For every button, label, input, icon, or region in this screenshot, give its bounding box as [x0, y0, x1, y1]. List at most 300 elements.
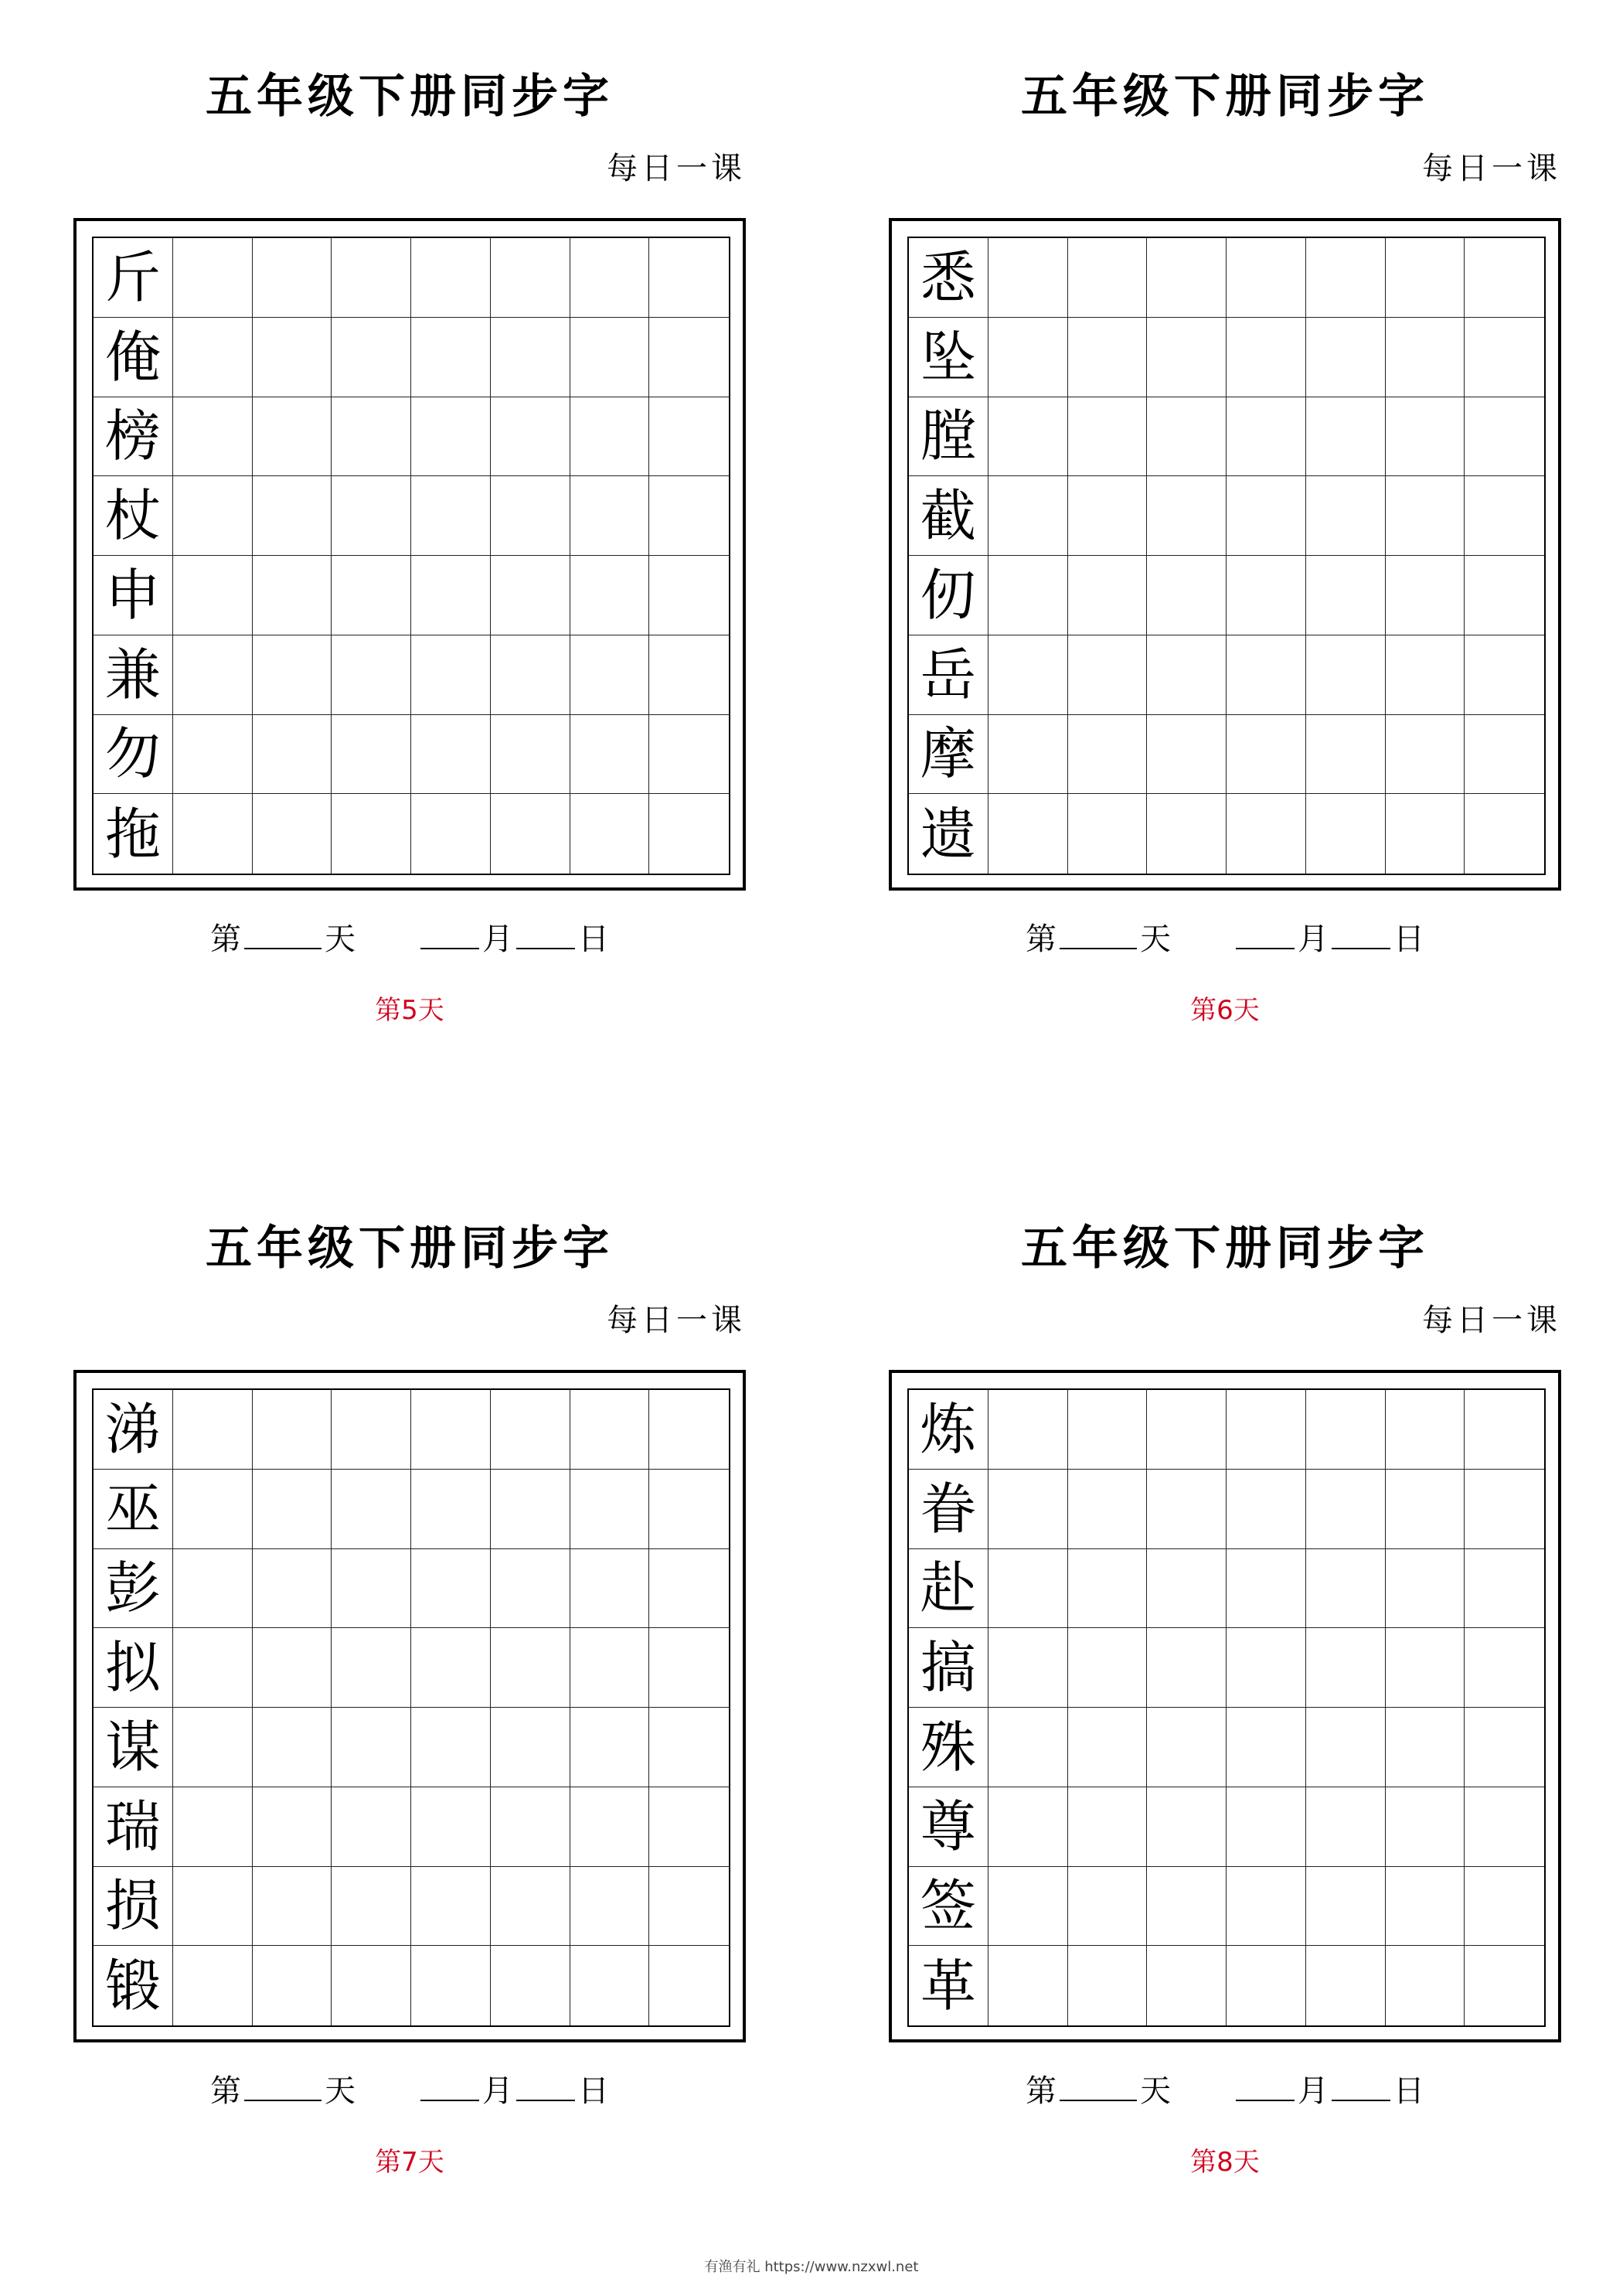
writing-cell[interactable]: [1465, 397, 1544, 477]
date-date-unit: 日: [1393, 921, 1424, 957]
date-blank[interactable]: [1332, 918, 1390, 949]
writing-cell[interactable]: [332, 1867, 411, 1947]
writing-cell[interactable]: [1306, 1390, 1386, 1470]
month-blank[interactable]: [420, 918, 479, 949]
writing-cell[interactable]: [411, 476, 491, 556]
writing-cell[interactable]: [570, 1708, 650, 1787]
date-month-unit: 月: [482, 921, 513, 957]
writing-cell[interactable]: [570, 476, 650, 556]
model-character: 坠: [909, 318, 988, 397]
writing-cell[interactable]: [1386, 318, 1465, 397]
date-day-unit: 天: [325, 921, 356, 957]
model-character: 悉: [909, 238, 988, 318]
model-character: 俺: [94, 318, 173, 397]
writing-cell[interactable]: [332, 556, 411, 635]
writing-cell[interactable]: [649, 397, 729, 477]
writing-cell[interactable]: [1465, 318, 1544, 397]
writing-cell[interactable]: [988, 1946, 1068, 2025]
writing-cell[interactable]: [1068, 715, 1148, 795]
writing-cell[interactable]: [570, 715, 650, 795]
date-line: [889, 2068, 1561, 2114]
writing-cell[interactable]: [173, 1628, 253, 1708]
writing-cell[interactable]: [1386, 1787, 1465, 1867]
writing-cell[interactable]: [649, 1470, 729, 1549]
writing-cell[interactable]: [1306, 1628, 1386, 1708]
writing-cell[interactable]: [1147, 1867, 1227, 1947]
writing-cell[interactable]: [570, 1867, 650, 1947]
writing-cell[interactable]: [173, 476, 253, 556]
writing-cell[interactable]: [649, 715, 729, 795]
model-character: 瑞: [94, 1787, 173, 1867]
writing-cell[interactable]: [253, 238, 332, 318]
date-day-unit: 天: [325, 2073, 356, 2109]
writing-cell[interactable]: [1068, 635, 1148, 715]
writing-cell[interactable]: [411, 1628, 491, 1708]
practice-sheet: [889, 1370, 1561, 2042]
day-blank[interactable]: [244, 2070, 322, 2101]
writing-cell[interactable]: [1465, 715, 1544, 795]
writing-cell[interactable]: [1068, 1549, 1148, 1629]
day-label: 第6天: [1190, 995, 1260, 1026]
writing-cell[interactable]: [1306, 1470, 1386, 1549]
writing-cell[interactable]: [1386, 635, 1465, 715]
writing-cell[interactable]: [1386, 715, 1465, 795]
writing-cell[interactable]: [253, 1867, 332, 1947]
writing-cell[interactable]: [253, 556, 332, 635]
writing-cell[interactable]: [173, 635, 253, 715]
model-character: 摩: [909, 715, 988, 795]
practice-sheet: [889, 218, 1561, 891]
writing-cell[interactable]: [570, 318, 650, 397]
writing-cell[interactable]: [253, 1946, 332, 2025]
date-prefix: 第: [1026, 921, 1056, 957]
writing-cell[interactable]: [1386, 556, 1465, 635]
writing-cell[interactable]: [1386, 476, 1465, 556]
date-line: [73, 2068, 746, 2114]
writing-cell[interactable]: [411, 1470, 491, 1549]
writing-cell[interactable]: [988, 1787, 1068, 1867]
footer-watermark: 有渔有礼 https://www.nzxwl.net: [704, 2259, 919, 2275]
writing-cell[interactable]: [570, 635, 650, 715]
model-character: 革: [909, 1946, 988, 2025]
writing-cell[interactable]: [1227, 318, 1306, 397]
day-label: 第5天: [375, 995, 444, 1026]
writing-cell[interactable]: [332, 794, 411, 874]
writing-cell[interactable]: [491, 1787, 570, 1867]
date-month-unit: 月: [1298, 2073, 1329, 2109]
writing-cell[interactable]: [332, 635, 411, 715]
writing-cell[interactable]: [1227, 556, 1306, 635]
writing-cell[interactable]: [1306, 556, 1386, 635]
writing-cell[interactable]: [988, 476, 1068, 556]
writing-cell[interactable]: [1465, 635, 1544, 715]
writing-cell[interactable]: [253, 397, 332, 477]
writing-cell[interactable]: [1147, 1946, 1227, 2025]
writing-cell[interactable]: [1068, 1470, 1148, 1549]
model-character: 殊: [909, 1708, 988, 1787]
writing-cell[interactable]: [173, 1787, 253, 1867]
writing-cell[interactable]: [173, 1946, 253, 2025]
writing-cell[interactable]: [1147, 1390, 1227, 1470]
writing-cell[interactable]: [649, 1549, 729, 1629]
writing-cell[interactable]: [491, 238, 570, 318]
writing-cell[interactable]: [1068, 556, 1148, 635]
writing-cell[interactable]: [253, 1470, 332, 1549]
character-grid: [92, 237, 730, 875]
model-character: 拟: [94, 1628, 173, 1708]
writing-cell[interactable]: [491, 397, 570, 477]
writing-cell[interactable]: [570, 1628, 650, 1708]
writing-cell[interactable]: [570, 1787, 650, 1867]
writing-cell[interactable]: [332, 1787, 411, 1867]
writing-cell[interactable]: [988, 1708, 1068, 1787]
writing-cell[interactable]: [1227, 1867, 1306, 1947]
writing-cell[interactable]: [491, 1946, 570, 2025]
writing-cell[interactable]: [411, 1946, 491, 2025]
model-character: 赴: [909, 1549, 988, 1629]
writing-cell[interactable]: [988, 794, 1068, 874]
writing-cell[interactable]: [649, 1708, 729, 1787]
writing-cell[interactable]: [332, 1549, 411, 1629]
writing-cell[interactable]: [1068, 397, 1148, 477]
writing-cell[interactable]: [988, 1867, 1068, 1947]
writing-cell[interactable]: [1068, 1946, 1148, 2025]
worksheet-subtitle: 每日一课: [607, 1303, 746, 1338]
writing-cell[interactable]: [649, 1628, 729, 1708]
writing-cell[interactable]: [988, 1628, 1068, 1708]
writing-cell[interactable]: [649, 318, 729, 397]
writing-cell[interactable]: [173, 556, 253, 635]
writing-cell[interactable]: [1465, 794, 1544, 874]
writing-cell[interactable]: [988, 318, 1068, 397]
writing-cell[interactable]: [411, 1708, 491, 1787]
writing-cell[interactable]: [1147, 1549, 1227, 1629]
date-prefix: 第: [210, 2073, 241, 2109]
day-blank[interactable]: [1060, 2070, 1137, 2101]
writing-cell[interactable]: [1306, 238, 1386, 318]
writing-cell[interactable]: [173, 1708, 253, 1787]
model-character: 搞: [909, 1628, 988, 1708]
writing-cell[interactable]: [491, 1628, 570, 1708]
writing-cell[interactable]: [1465, 1628, 1544, 1708]
writing-cell[interactable]: [1227, 1390, 1306, 1470]
writing-cell[interactable]: [332, 1946, 411, 2025]
writing-cell[interactable]: [173, 715, 253, 795]
writing-cell[interactable]: [491, 635, 570, 715]
writing-cell[interactable]: [253, 1390, 332, 1470]
writing-cell[interactable]: [1147, 1470, 1227, 1549]
writing-cell[interactable]: [1386, 1867, 1465, 1947]
writing-cell[interactable]: [332, 1708, 411, 1787]
writing-cell[interactable]: [1147, 238, 1227, 318]
writing-cell[interactable]: [491, 1708, 570, 1787]
writing-cell[interactable]: [1147, 397, 1227, 477]
date-blank[interactable]: [516, 2070, 575, 2101]
writing-cell[interactable]: [173, 1867, 253, 1947]
writing-cell[interactable]: [332, 476, 411, 556]
writing-cell[interactable]: [1147, 556, 1227, 635]
writing-cell[interactable]: [1465, 556, 1544, 635]
writing-cell[interactable]: [649, 794, 729, 874]
writing-cell[interactable]: [649, 238, 729, 318]
writing-cell[interactable]: [253, 1628, 332, 1708]
writing-cell[interactable]: [1465, 1946, 1544, 2025]
writing-cell[interactable]: [1465, 1708, 1544, 1787]
writing-cell[interactable]: [1227, 1628, 1306, 1708]
worksheet-subtitle: 每日一课: [1422, 151, 1561, 186]
date-prefix: 第: [1026, 2073, 1056, 2109]
writing-cell[interactable]: [988, 556, 1068, 635]
writing-cell[interactable]: [1306, 397, 1386, 477]
model-character: 彭: [94, 1549, 173, 1629]
writing-cell[interactable]: [649, 1867, 729, 1947]
writing-cell[interactable]: [570, 556, 650, 635]
writing-cell[interactable]: [173, 1390, 253, 1470]
worksheet-panel: [889, 0, 1561, 1026]
writing-cell[interactable]: [253, 794, 332, 874]
date-blank[interactable]: [516, 918, 575, 949]
writing-cell[interactable]: [1386, 1946, 1465, 2025]
writing-cell[interactable]: [491, 318, 570, 397]
writing-cell[interactable]: [570, 794, 650, 874]
writing-cell[interactable]: [570, 1549, 650, 1629]
writing-cell[interactable]: [1227, 715, 1306, 795]
writing-cell[interactable]: [332, 715, 411, 795]
writing-cell[interactable]: [1227, 1708, 1306, 1787]
writing-cell[interactable]: [173, 1470, 253, 1549]
model-character: 损: [94, 1867, 173, 1947]
writing-cell[interactable]: [1227, 1470, 1306, 1549]
writing-cell[interactable]: [1306, 1867, 1386, 1947]
writing-cell[interactable]: [649, 556, 729, 635]
writing-cell[interactable]: [1068, 238, 1148, 318]
writing-cell[interactable]: [1386, 397, 1465, 477]
worksheet-title: 五年级下册同步字: [206, 70, 614, 124]
model-character: 申: [94, 556, 173, 635]
writing-cell[interactable]: [1227, 794, 1306, 874]
writing-cell[interactable]: [332, 1628, 411, 1708]
writing-cell[interactable]: [1147, 715, 1227, 795]
writing-cell[interactable]: [570, 1470, 650, 1549]
writing-cell[interactable]: [253, 1787, 332, 1867]
writing-cell[interactable]: [1306, 794, 1386, 874]
worksheet-subtitle: 每日一课: [1422, 1303, 1561, 1338]
model-character: 仞: [909, 556, 988, 635]
writing-cell[interactable]: [411, 1787, 491, 1867]
writing-cell[interactable]: [1068, 1867, 1148, 1947]
writing-cell[interactable]: [649, 1390, 729, 1470]
writing-cell[interactable]: [649, 476, 729, 556]
writing-cell[interactable]: [1147, 1708, 1227, 1787]
month-blank[interactable]: [1236, 2070, 1295, 2101]
writing-cell[interactable]: [491, 794, 570, 874]
writing-cell[interactable]: [173, 397, 253, 477]
writing-cell[interactable]: [570, 1390, 650, 1470]
worksheet-panel: [889, 1152, 1561, 2178]
writing-cell[interactable]: [1068, 318, 1148, 397]
writing-cell[interactable]: [332, 238, 411, 318]
writing-cell[interactable]: [1147, 476, 1227, 556]
writing-cell[interactable]: [1386, 1628, 1465, 1708]
date-month-unit: 月: [482, 2073, 513, 2109]
writing-cell[interactable]: [1227, 238, 1306, 318]
writing-cell[interactable]: [411, 794, 491, 874]
writing-cell[interactable]: [649, 1787, 729, 1867]
writing-cell[interactable]: [173, 318, 253, 397]
writing-cell[interactable]: [1306, 1787, 1386, 1867]
writing-cell[interactable]: [1227, 1787, 1306, 1867]
worksheet-title: 五年级下册同步字: [1021, 1221, 1429, 1276]
writing-cell[interactable]: [332, 397, 411, 477]
writing-cell[interactable]: [988, 635, 1068, 715]
date-day-unit: 天: [1140, 2073, 1171, 2109]
writing-cell[interactable]: [173, 238, 253, 318]
writing-cell[interactable]: [1147, 318, 1227, 397]
writing-cell[interactable]: [1386, 238, 1465, 318]
writing-cell[interactable]: [1386, 1470, 1465, 1549]
writing-cell[interactable]: [1306, 318, 1386, 397]
writing-cell[interactable]: [491, 476, 570, 556]
writing-cell[interactable]: [411, 635, 491, 715]
writing-cell[interactable]: [411, 1390, 491, 1470]
model-character: 拖: [94, 794, 173, 874]
writing-cell[interactable]: [491, 556, 570, 635]
writing-cell[interactable]: [1227, 397, 1306, 477]
writing-cell[interactable]: [1386, 794, 1465, 874]
model-character: 巫: [94, 1470, 173, 1549]
writing-cell[interactable]: [253, 635, 332, 715]
model-character: 遗: [909, 794, 988, 874]
writing-cell[interactable]: [1147, 794, 1227, 874]
day-blank[interactable]: [1060, 918, 1137, 949]
writing-cell[interactable]: [1465, 476, 1544, 556]
writing-cell[interactable]: [253, 1549, 332, 1629]
date-line: [889, 916, 1561, 962]
writing-cell[interactable]: [988, 1470, 1068, 1549]
writing-cell[interactable]: [1068, 1390, 1148, 1470]
model-character: 谋: [94, 1708, 173, 1787]
writing-cell[interactable]: [173, 1549, 253, 1629]
writing-cell[interactable]: [411, 556, 491, 635]
practice-sheet: [73, 1370, 746, 2042]
writing-cell[interactable]: [491, 1867, 570, 1947]
writing-cell[interactable]: [1306, 715, 1386, 795]
month-blank[interactable]: [420, 2070, 479, 2101]
writing-cell[interactable]: [332, 1390, 411, 1470]
writing-cell[interactable]: [491, 715, 570, 795]
writing-cell[interactable]: [253, 715, 332, 795]
day-label: 第8天: [1190, 2147, 1260, 2178]
writing-cell[interactable]: [988, 1390, 1068, 1470]
writing-cell[interactable]: [491, 1470, 570, 1549]
writing-cell[interactable]: [411, 397, 491, 477]
writing-cell[interactable]: [411, 715, 491, 795]
writing-cell[interactable]: [411, 318, 491, 397]
writing-cell[interactable]: [1465, 1470, 1544, 1549]
writing-cell[interactable]: [570, 397, 650, 477]
character-grid: [907, 237, 1546, 875]
writing-cell[interactable]: [1306, 635, 1386, 715]
writing-cell[interactable]: [988, 1549, 1068, 1629]
date-blank[interactable]: [1332, 2070, 1390, 2101]
model-character: 涕: [94, 1390, 173, 1470]
writing-cell[interactable]: [1386, 1390, 1465, 1470]
writing-cell[interactable]: [1465, 238, 1544, 318]
writing-cell[interactable]: [649, 1946, 729, 2025]
writing-cell[interactable]: [1227, 476, 1306, 556]
day-blank[interactable]: [244, 918, 322, 949]
writing-cell[interactable]: [1068, 1787, 1148, 1867]
model-character: 截: [909, 476, 988, 556]
writing-cell[interactable]: [1068, 1708, 1148, 1787]
writing-cell[interactable]: [253, 1708, 332, 1787]
writing-cell[interactable]: [1465, 1549, 1544, 1629]
writing-cell[interactable]: [1227, 1946, 1306, 2025]
writing-cell[interactable]: [649, 635, 729, 715]
date-date-unit: 日: [1393, 2073, 1424, 2109]
writing-cell[interactable]: [253, 476, 332, 556]
writing-cell[interactable]: [1147, 1628, 1227, 1708]
worksheet-panel: [73, 1152, 746, 2178]
writing-cell[interactable]: [1386, 1708, 1465, 1787]
worksheet-panel: [73, 0, 746, 1026]
model-character: 锻: [94, 1946, 173, 2025]
writing-cell[interactable]: [988, 715, 1068, 795]
writing-cell[interactable]: [570, 1946, 650, 2025]
writing-cell[interactable]: [1227, 635, 1306, 715]
writing-cell[interactable]: [411, 238, 491, 318]
writing-cell[interactable]: [1147, 1787, 1227, 1867]
worksheet-title: 五年级下册同步字: [206, 1221, 614, 1276]
writing-cell[interactable]: [1147, 635, 1227, 715]
character-grid: [92, 1388, 730, 2027]
model-character: 杖: [94, 476, 173, 556]
writing-cell[interactable]: [1306, 1549, 1386, 1629]
writing-cell[interactable]: [1227, 1549, 1306, 1629]
writing-cell[interactable]: [491, 1390, 570, 1470]
model-character: 榜: [94, 397, 173, 477]
model-character: 岳: [909, 635, 988, 715]
writing-cell[interactable]: [173, 794, 253, 874]
writing-cell[interactable]: [1068, 476, 1148, 556]
date-day-unit: 天: [1140, 921, 1171, 957]
date-date-unit: 日: [578, 2073, 609, 2109]
writing-cell[interactable]: [988, 397, 1068, 477]
month-blank[interactable]: [1236, 918, 1295, 949]
writing-cell[interactable]: [332, 1470, 411, 1549]
writing-cell[interactable]: [411, 1549, 491, 1629]
writing-cell[interactable]: [570, 238, 650, 318]
writing-cell[interactable]: [491, 1549, 570, 1629]
worksheet-title: 五年级下册同步字: [1021, 70, 1429, 124]
writing-cell[interactable]: [253, 318, 332, 397]
writing-cell[interactable]: [1465, 1867, 1544, 1947]
model-character: 炼: [909, 1390, 988, 1470]
writing-cell[interactable]: [1068, 1628, 1148, 1708]
writing-cell[interactable]: [1465, 1787, 1544, 1867]
writing-cell[interactable]: [1068, 794, 1148, 874]
writing-cell[interactable]: [411, 1867, 491, 1947]
writing-cell[interactable]: [1306, 1946, 1386, 2025]
writing-cell[interactable]: [988, 238, 1068, 318]
writing-cell[interactable]: [1465, 1390, 1544, 1470]
model-character: 勿: [94, 715, 173, 795]
writing-cell[interactable]: [1386, 1549, 1465, 1629]
writing-cell[interactable]: [1306, 476, 1386, 556]
writing-cell[interactable]: [332, 318, 411, 397]
practice-sheet: [73, 218, 746, 891]
writing-cell[interactable]: [1306, 1708, 1386, 1787]
